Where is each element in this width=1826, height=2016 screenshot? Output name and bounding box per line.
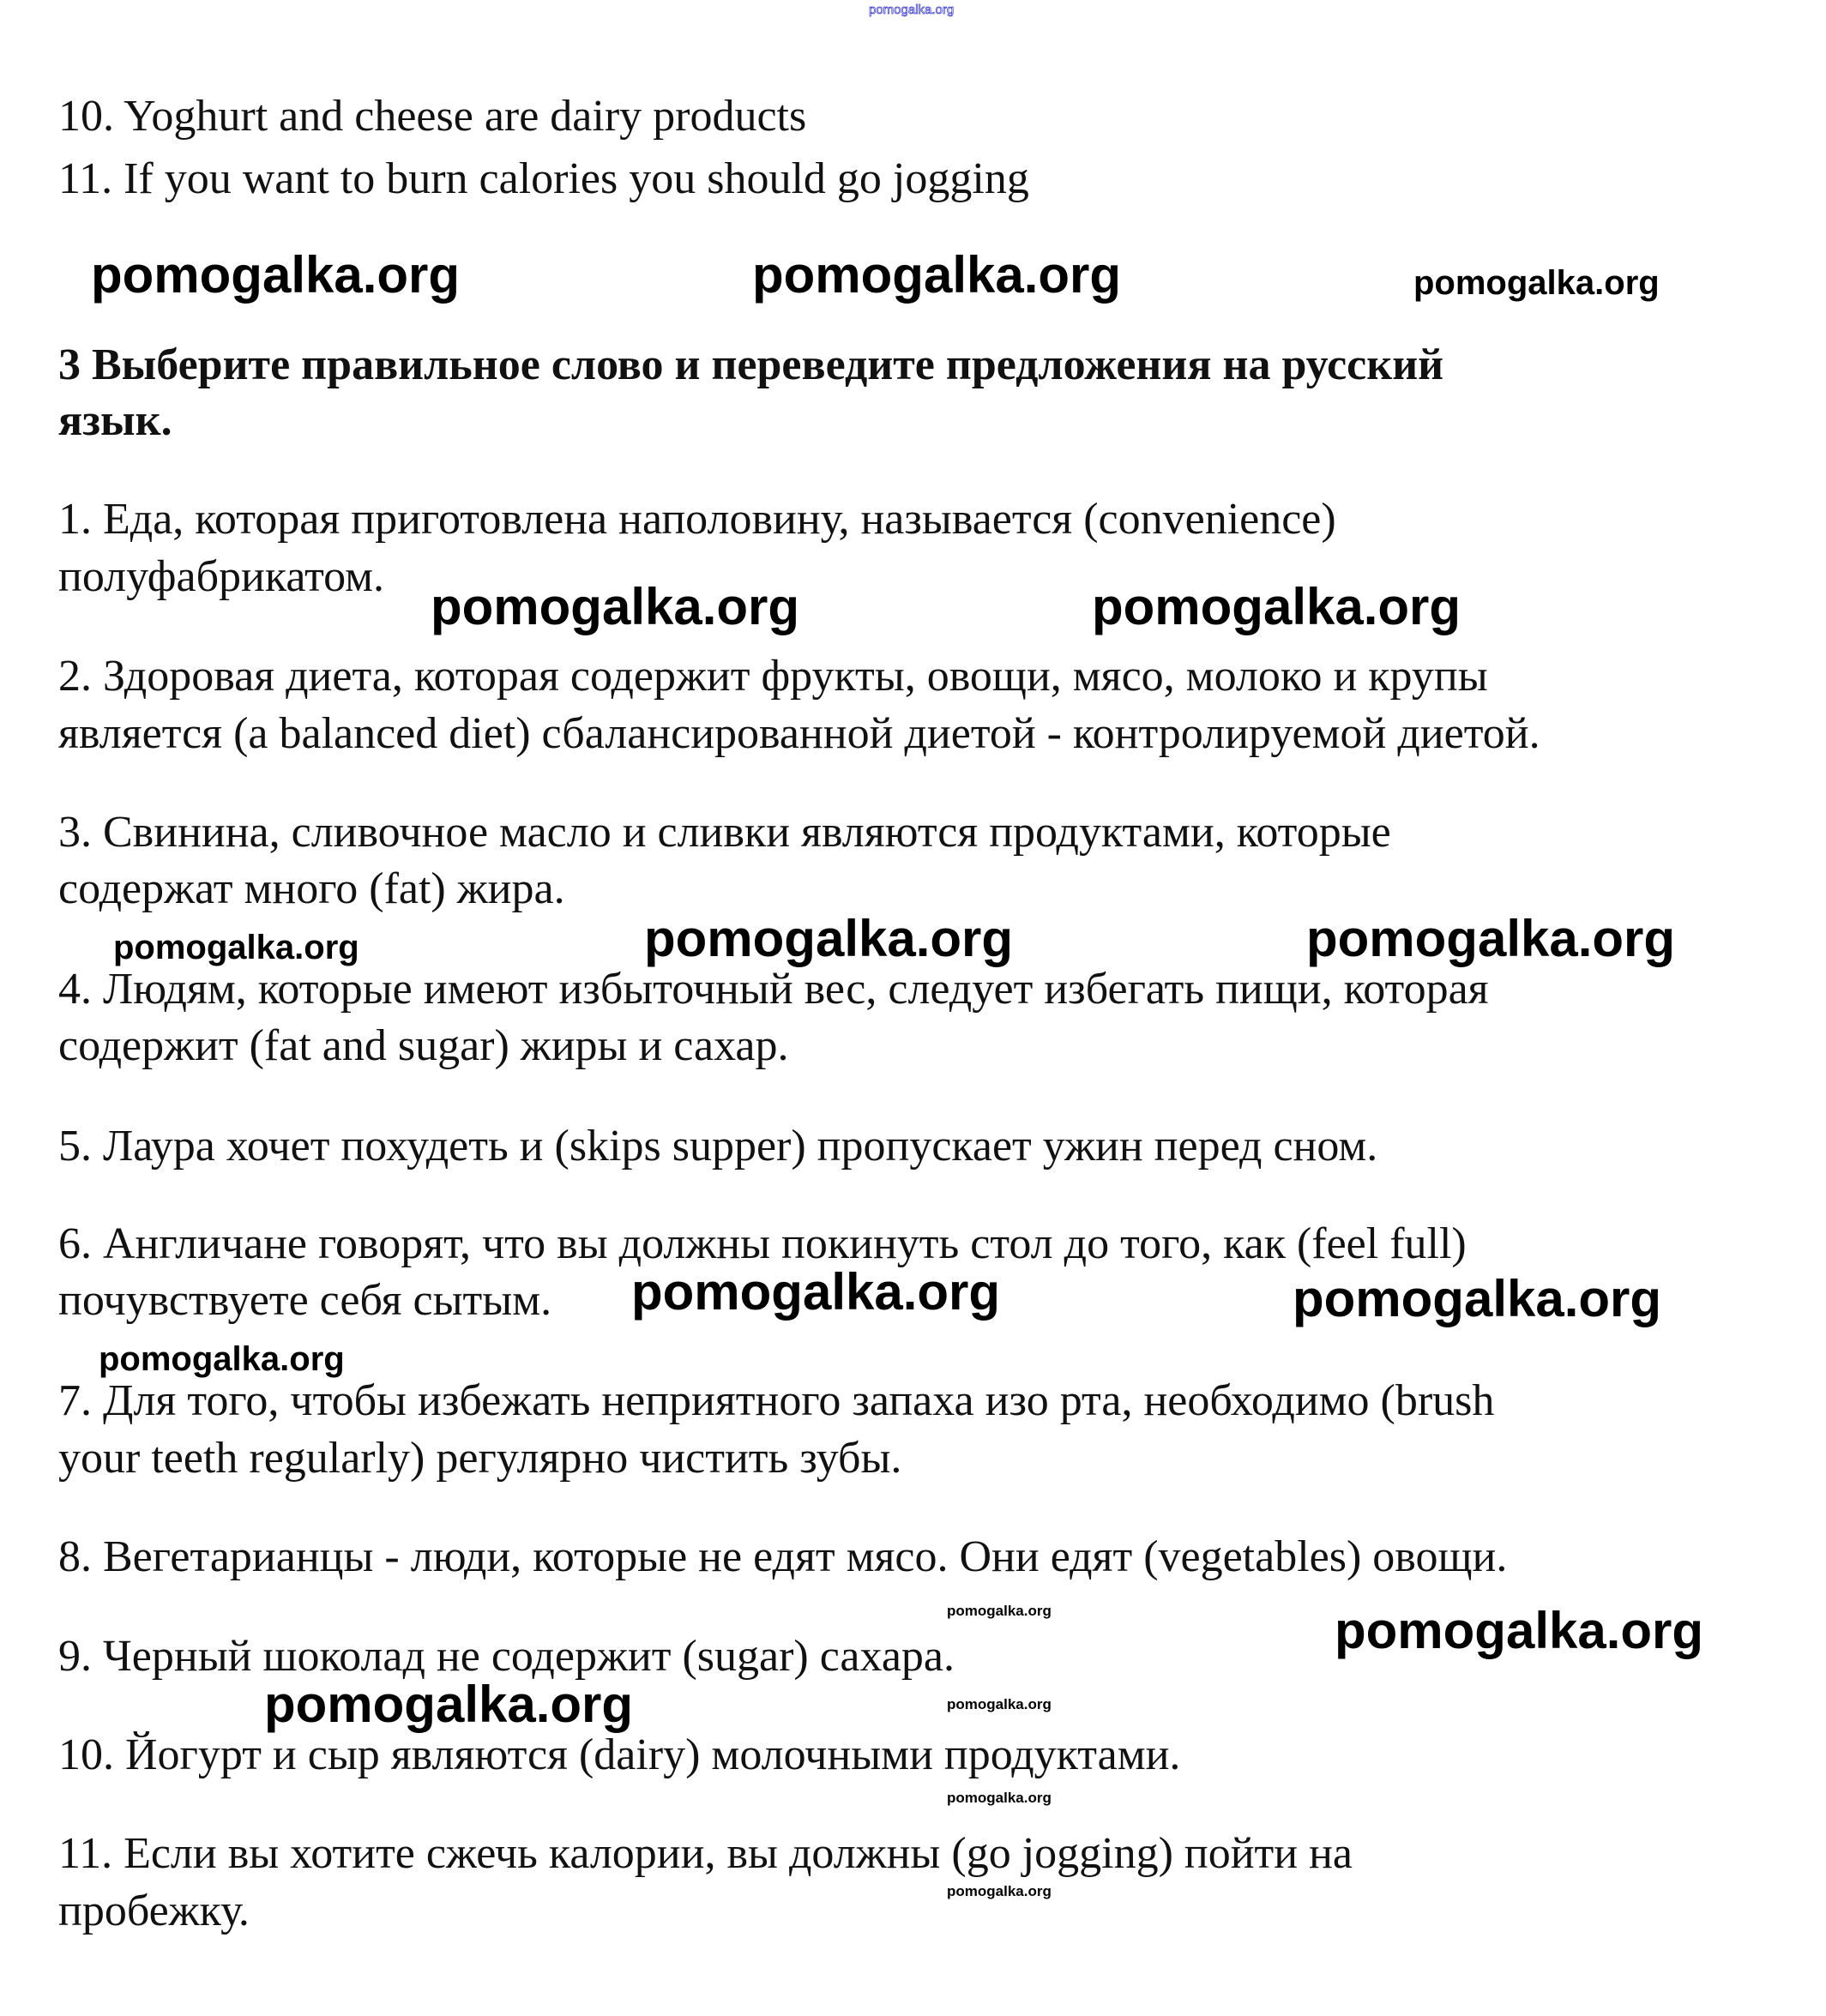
item-7: 7. Для того, чтобы избежать неприятного запаха изо рта, необходимо (brush <box>58 1376 1495 1425</box>
watermark: pomogalka.org <box>947 1790 1052 1806</box>
watermark: pomogalka.org <box>644 910 1014 967</box>
watermark: pomogalka.org <box>947 1603 1052 1619</box>
watermark: pomogalka.org <box>1335 1602 1704 1659</box>
item-11: пробежку. <box>58 1887 250 1935</box>
answer-line: 10. Yoghurt and cheese are dairy products <box>58 92 807 141</box>
item-10: 10. Йогурт и сыр являются (dairy) молочными продуктами. <box>58 1730 1181 1779</box>
watermark: pomogalka.org <box>113 929 359 966</box>
item-4: 4. Людям, которые имеют избыточный вес, следует избегать пищи, которая <box>58 965 1489 1014</box>
item-3: 3. Свинина, сливочное масло и сливки являются продуктами, которые <box>58 808 1391 857</box>
item-6: 6. Англичане говорят, что вы должны покинуть стол до того, как (feel full) <box>58 1219 1467 1268</box>
watermark: pomogalka.org <box>752 246 1122 304</box>
watermark: pomogalka.org <box>1293 1270 1662 1327</box>
watermark: pomogalka.org <box>1092 578 1461 635</box>
watermark: pomogalka.org <box>431 578 800 635</box>
item-4: содержит (fat and sugar) жиры и сахар. <box>58 1021 789 1070</box>
item-8: 8. Вегетарианцы - люди, которые не едят мясо. Они едят (vegetables) овощи. <box>58 1532 1508 1581</box>
item-5: 5. Лаура хочет похудеть и (skips supper) пропускает ужин перед сном. <box>58 1122 1378 1170</box>
watermark: pomogalka.org <box>1413 264 1660 302</box>
top-watermark: pomogalka.org <box>869 3 955 17</box>
watermark: pomogalka.org <box>91 246 461 304</box>
watermark: pomogalka.org <box>947 1883 1052 1899</box>
item-2: 2. Здоровая диета, которая содержит фрукты, овощи, мясо, молоко и крупы <box>58 652 1488 701</box>
item-6: почувствуете себя сытым. <box>58 1276 552 1325</box>
task-heading: язык. <box>58 396 172 445</box>
watermark: pomogalka.org <box>264 1676 634 1733</box>
item-9: 9. Черный шоколад не содержит (sugar) сахара. <box>58 1632 955 1681</box>
item-2: является (a balanced diet) сбалансированной диетой - контролируемой диетой. <box>58 709 1540 758</box>
watermark: pomogalka.org <box>99 1340 345 1378</box>
task-heading: 3 Выберите правильное слово и переведите предложения на русский <box>58 340 1444 389</box>
watermark: pomogalka.org <box>631 1263 1001 1321</box>
watermark: pomogalka.org <box>1306 910 1676 967</box>
item-11: 11. Если вы хотите сжечь калории, вы должны (go jogging) пойти на <box>58 1829 1353 1878</box>
item-7: your teeth regularly) регулярно чистить зубы. <box>58 1434 902 1483</box>
item-1: 1. Еда, которая приготовлена наполовину, называется (convenience) <box>58 495 1336 544</box>
watermark: pomogalka.org <box>947 1696 1052 1712</box>
item-3: содержат много (fat) жира. <box>58 864 565 913</box>
item-1: полуфабрикатом. <box>58 552 385 601</box>
answer-line: 11. If you want to burn calories you should go jogging <box>58 154 1029 203</box>
